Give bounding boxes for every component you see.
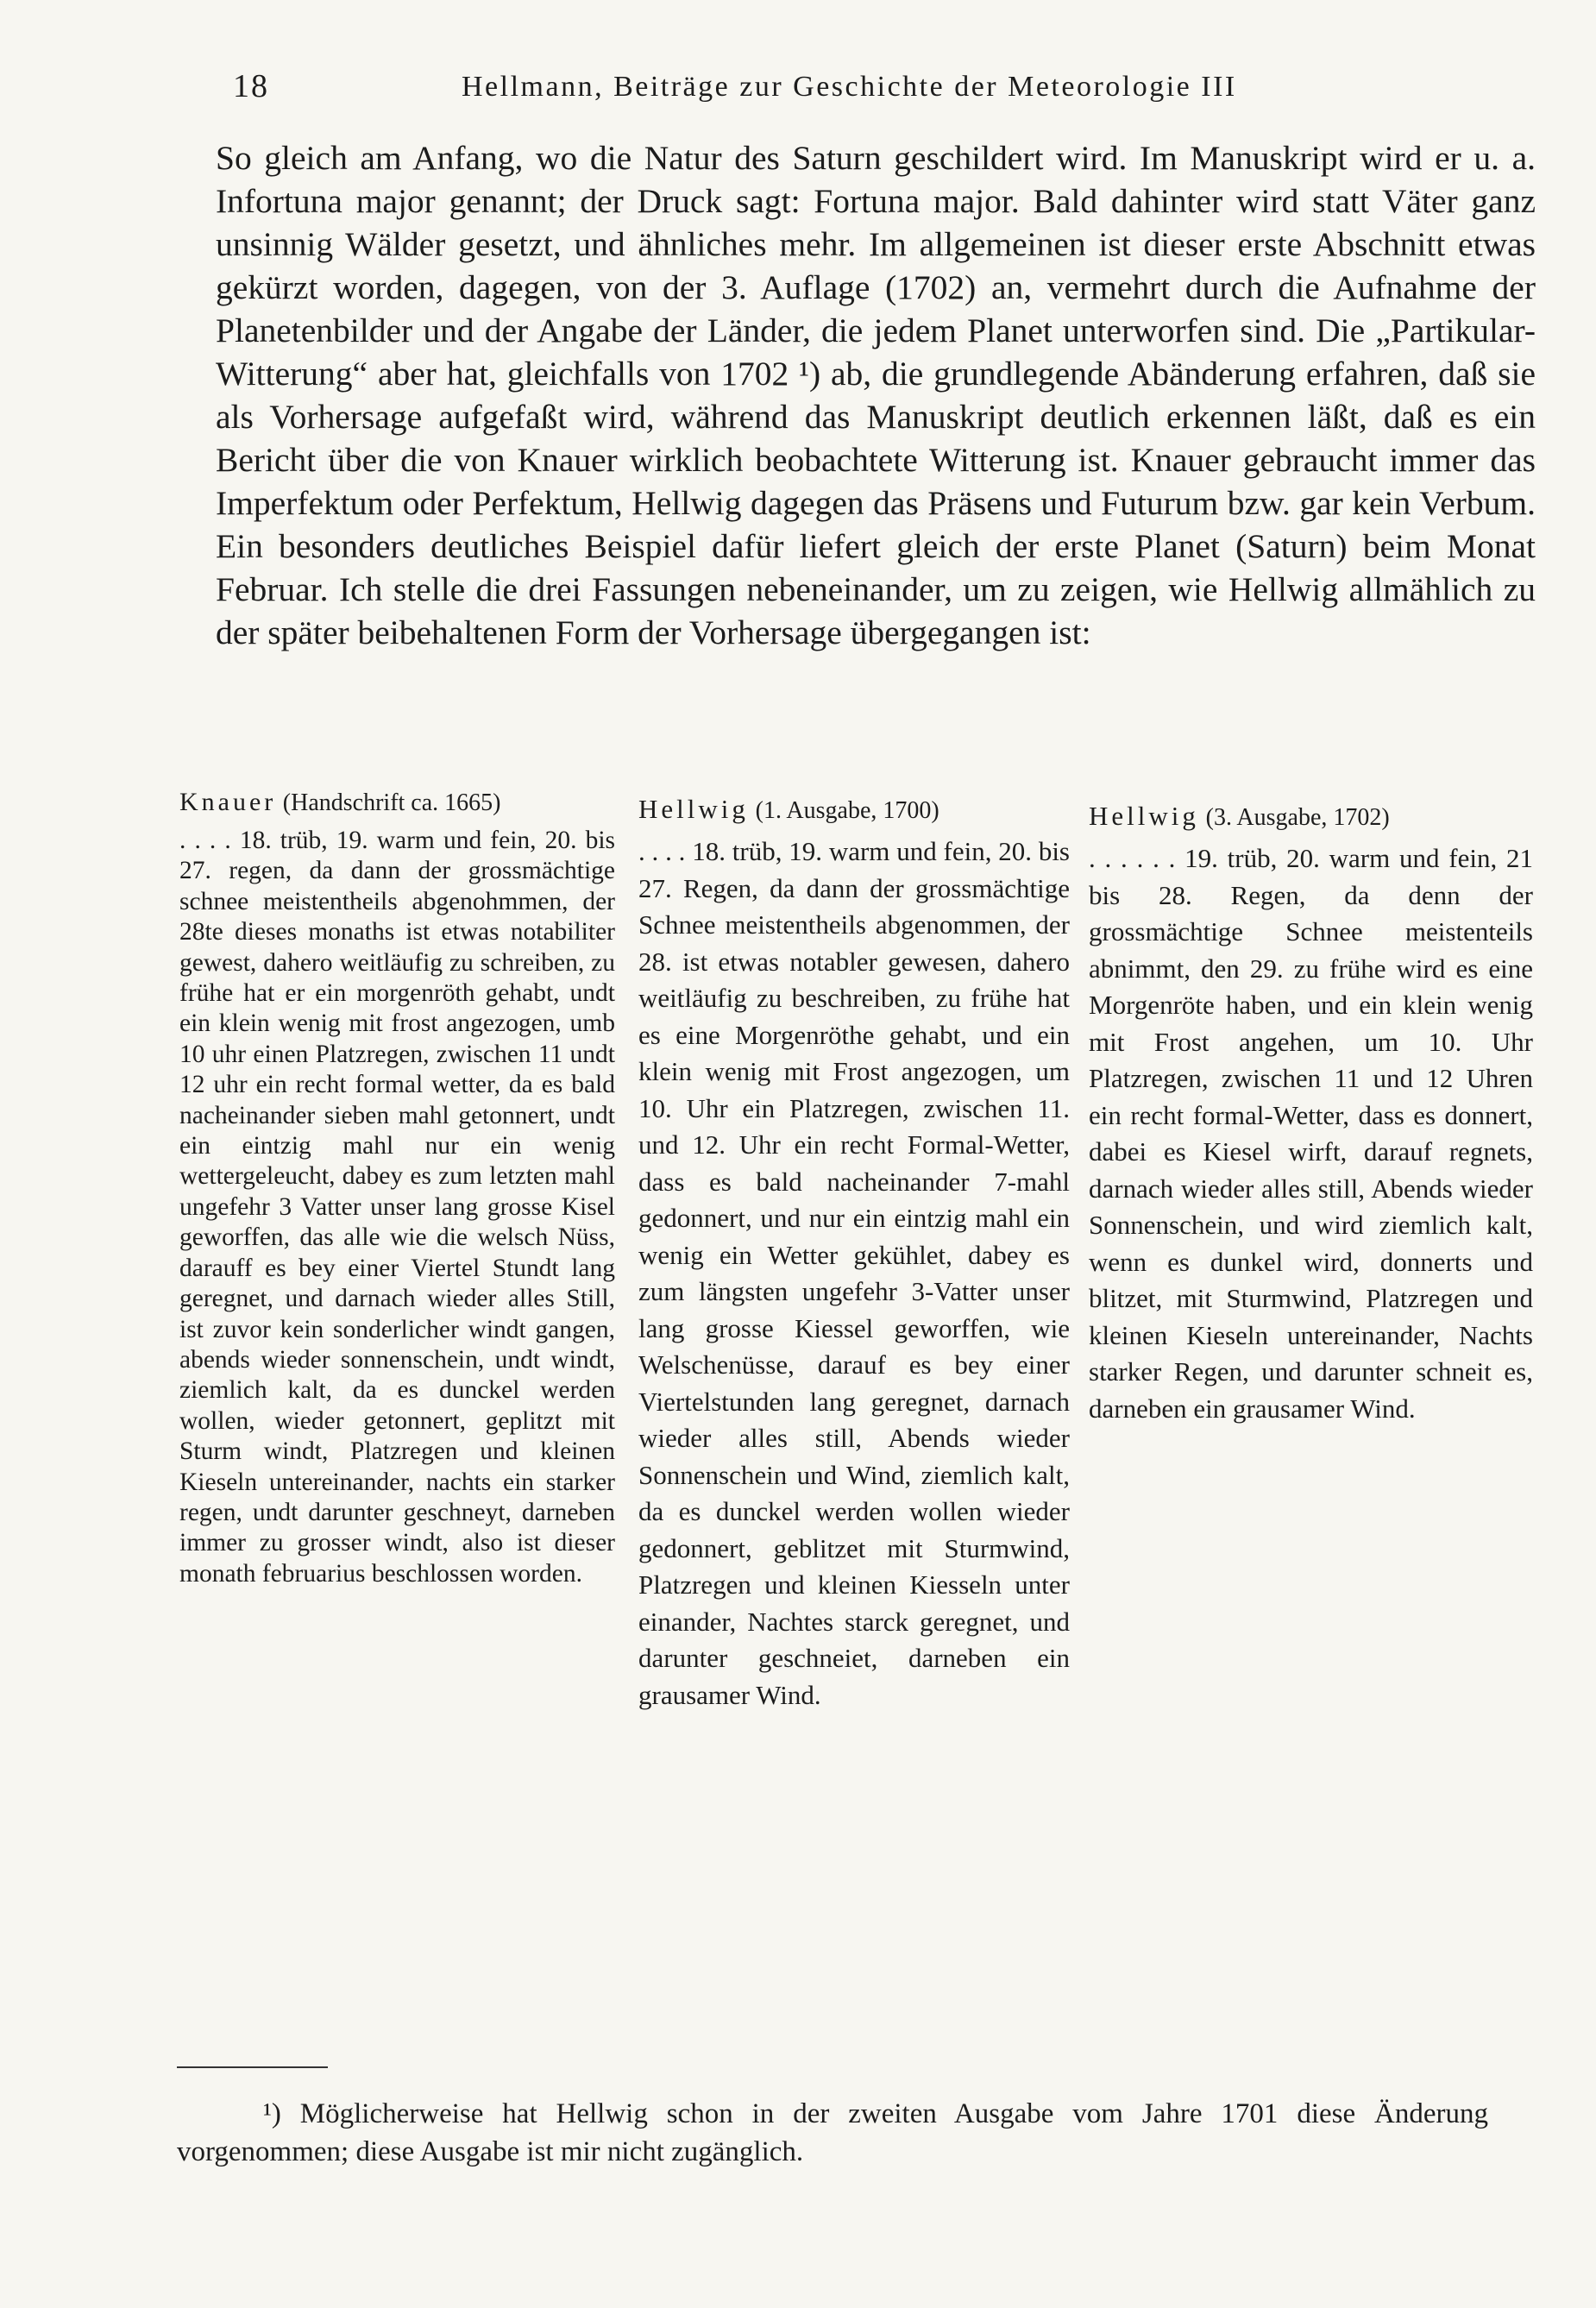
column-author: Hellwig: [1089, 801, 1199, 831]
footnote-rule: [177, 2066, 328, 2068]
column-heading: [179, 785, 615, 821]
column-heading: [638, 792, 1070, 828]
column-author: Knauer: [179, 788, 277, 816]
column-source: (3. Ausgabe, 1702): [1205, 804, 1390, 831]
column-source: (1. Ausgabe, 1700): [755, 797, 939, 824]
column-text: . . . . 18. trüb, 19. warm und fein, 20. bis 27. regen, da dann der grossmächtige schnee meistentheils abgenohmmen, der 28te dieses monaths ist etwas notabiliter gewest, dahero weitläufig zu schreiben, zu frühe hat er ein morgenröth gehabt, undt ein klein wenig mit frost angezogen, umb 10 uhr einen Platzregen, zwischen 11 undt 12 uhr ein recht formal wetter, da es bald nacheinander sieben mahl getonnert, undt ein eintzig mahl nur ein wenig wettergeleucht, dabey es zum letzten mahl ungefehr 3 Vatter unser lang grosse Kisel geworffen, das alle wie die welsch Nüss, darauff es bey einer Viertel Stundt lang geregnet, und darnach wieder alles Still, ist zuvor kein sonderlicher windt gangen, abends wieder sonnenschein, undt windt, ziemlich kalt, da es dunckel werden wollen, wieder getonnert, geplitzt mit Sturm windt, Platzregen und kleinen Kieseln untereinander, nachts ein starker regen, undt darunter geschneyt, darneben immer zu grosser windt, also ist dieser monath februarius beschlossen worden.: [179, 827, 615, 1588]
column-source: (Handschrift ca. 1665): [282, 789, 501, 816]
body-paragraph: So gleich am Anfang, wo die Natur des Saturn geschildert wird. Im Manuskript wird er u. a. Infortuna major genannt; der Druck sagt: Fortuna major. Bald dahinter wird statt Väter ganz unsinnig Wälder gesetzt, und ähnliches mehr. Im allgemeinen ist dieser erste Abschnitt etwas gekürzt worden, dagegen, von der 3. Auflage (1702) an, vermehrt durch die Aufnahme der Planetenbilder und der Angabe der Länder, die jedem Planet unterworfen sind. Die „Partikular-Witterung“ aber hat, gleichfalls von 1702 ¹) ab, die grundlegende Abänderung erfahren, daß sie als Vorhersage aufgefaßt wird, während das Manuskript deutlich erkennen läßt, daß es ein Bericht über die von Knauer wirklich beobachtete Witterung ist. Knauer gebraucht immer das Imperfektum oder Perfektum, Hellwig dagegen das Präsens und Futurum bzw. gar kein Verbum. Ein besonders deutliches Beispiel dafür liefert gleich der erste Planet (Saturn) beim Monat Februar. Ich stelle die drei Fassungen nebeneinander, um zu zeigen, wie Hellwig allmählich zu der später beibehaltenen Form der Vorhersage übergegangen ist:: [216, 139, 1536, 651]
column-hellwig-1702: [1089, 799, 1533, 1427]
body-text: [216, 136, 1536, 654]
column-author: Hellwig: [638, 794, 749, 824]
running-title: Hellmann, Beiträge zur Geschichte der Meteorologie III: [462, 71, 1237, 103]
footnote: [177, 2095, 1488, 2171]
page-number: 18: [233, 68, 269, 104]
page-header: [220, 67, 1549, 119]
column-hellwig-1700: [638, 792, 1070, 1714]
column-heading: [1089, 799, 1533, 835]
column-knauer-1665: [179, 785, 615, 1589]
footnote-text: ¹) Möglicherweise hat Hellwig schon in der zweiten Ausgabe vom Jahre 1701 diese Änderung vorgenommen; diese Ausgabe ist mir nicht zugänglich.: [177, 2098, 1488, 2167]
column-text: . . . . 18. trüb, 19. warm und fein, 20. bis 27. Regen, da dann der grossmächtige Schnee meistentheils abgenommen, der 28. ist etwas notabler gewesen, dahero weitläufig zu beschreiben, zu frühe hat es eine Morgenröthe gehabt, und ein klein wenig mit Frost angezogen, um 10. Uhr ein Platzregen, zwischen 11. und 12. Uhr ein recht Formal-Wetter, dass es bald nacheinander 7-mahl gedonnert, und nur ein eintzig mahl ein wenig ein Wetter gekühlet, dabey es zum längsten ungefehr 3-Vatter unser lang grosse Kiessel geworffen, wie Welschenüsse, darauf es bey einer Viertelstunden lang geregnet, darnach wieder alles still, Abends wieder Sonnenschein und Wind, ziemlich kalt, da es dunckel werden wollen wieder gedonnert, geblitzet mit Sturmwind, Platzregen und kleinen Kiesseln unter einander, Nachtes starck geregnet, und darunter geschneiet, darneben ein grausamer Wind.: [638, 836, 1070, 1710]
column-text: . . . . . . 19. trüb, 20. warm und fein, 21 bis 28. Regen, da denn der grossmächtige Schnee meistenteils abnimmt, den 29. zu frühe wird es eine Morgenröte haben, und ein klein wenig mit Frost angehen, um 10. Uhr Platzregen, zwischen 11 und 12 Uhren ein recht formal-Wetter, dass es donnert, dabei es Kiesel wirft, darauf regnets, darnach wieder alles still, Abends wieder Sonnenschein, und wird ziemlich kalt, wenn es dunkel wird, donnerts und blitzet, mit Sturmwind, Platzregen und kleinen Kieseln untereinander, Nachts starker Regen, und darunter schneit es, darneben ein grausamer Wind.: [1089, 843, 1533, 1424]
